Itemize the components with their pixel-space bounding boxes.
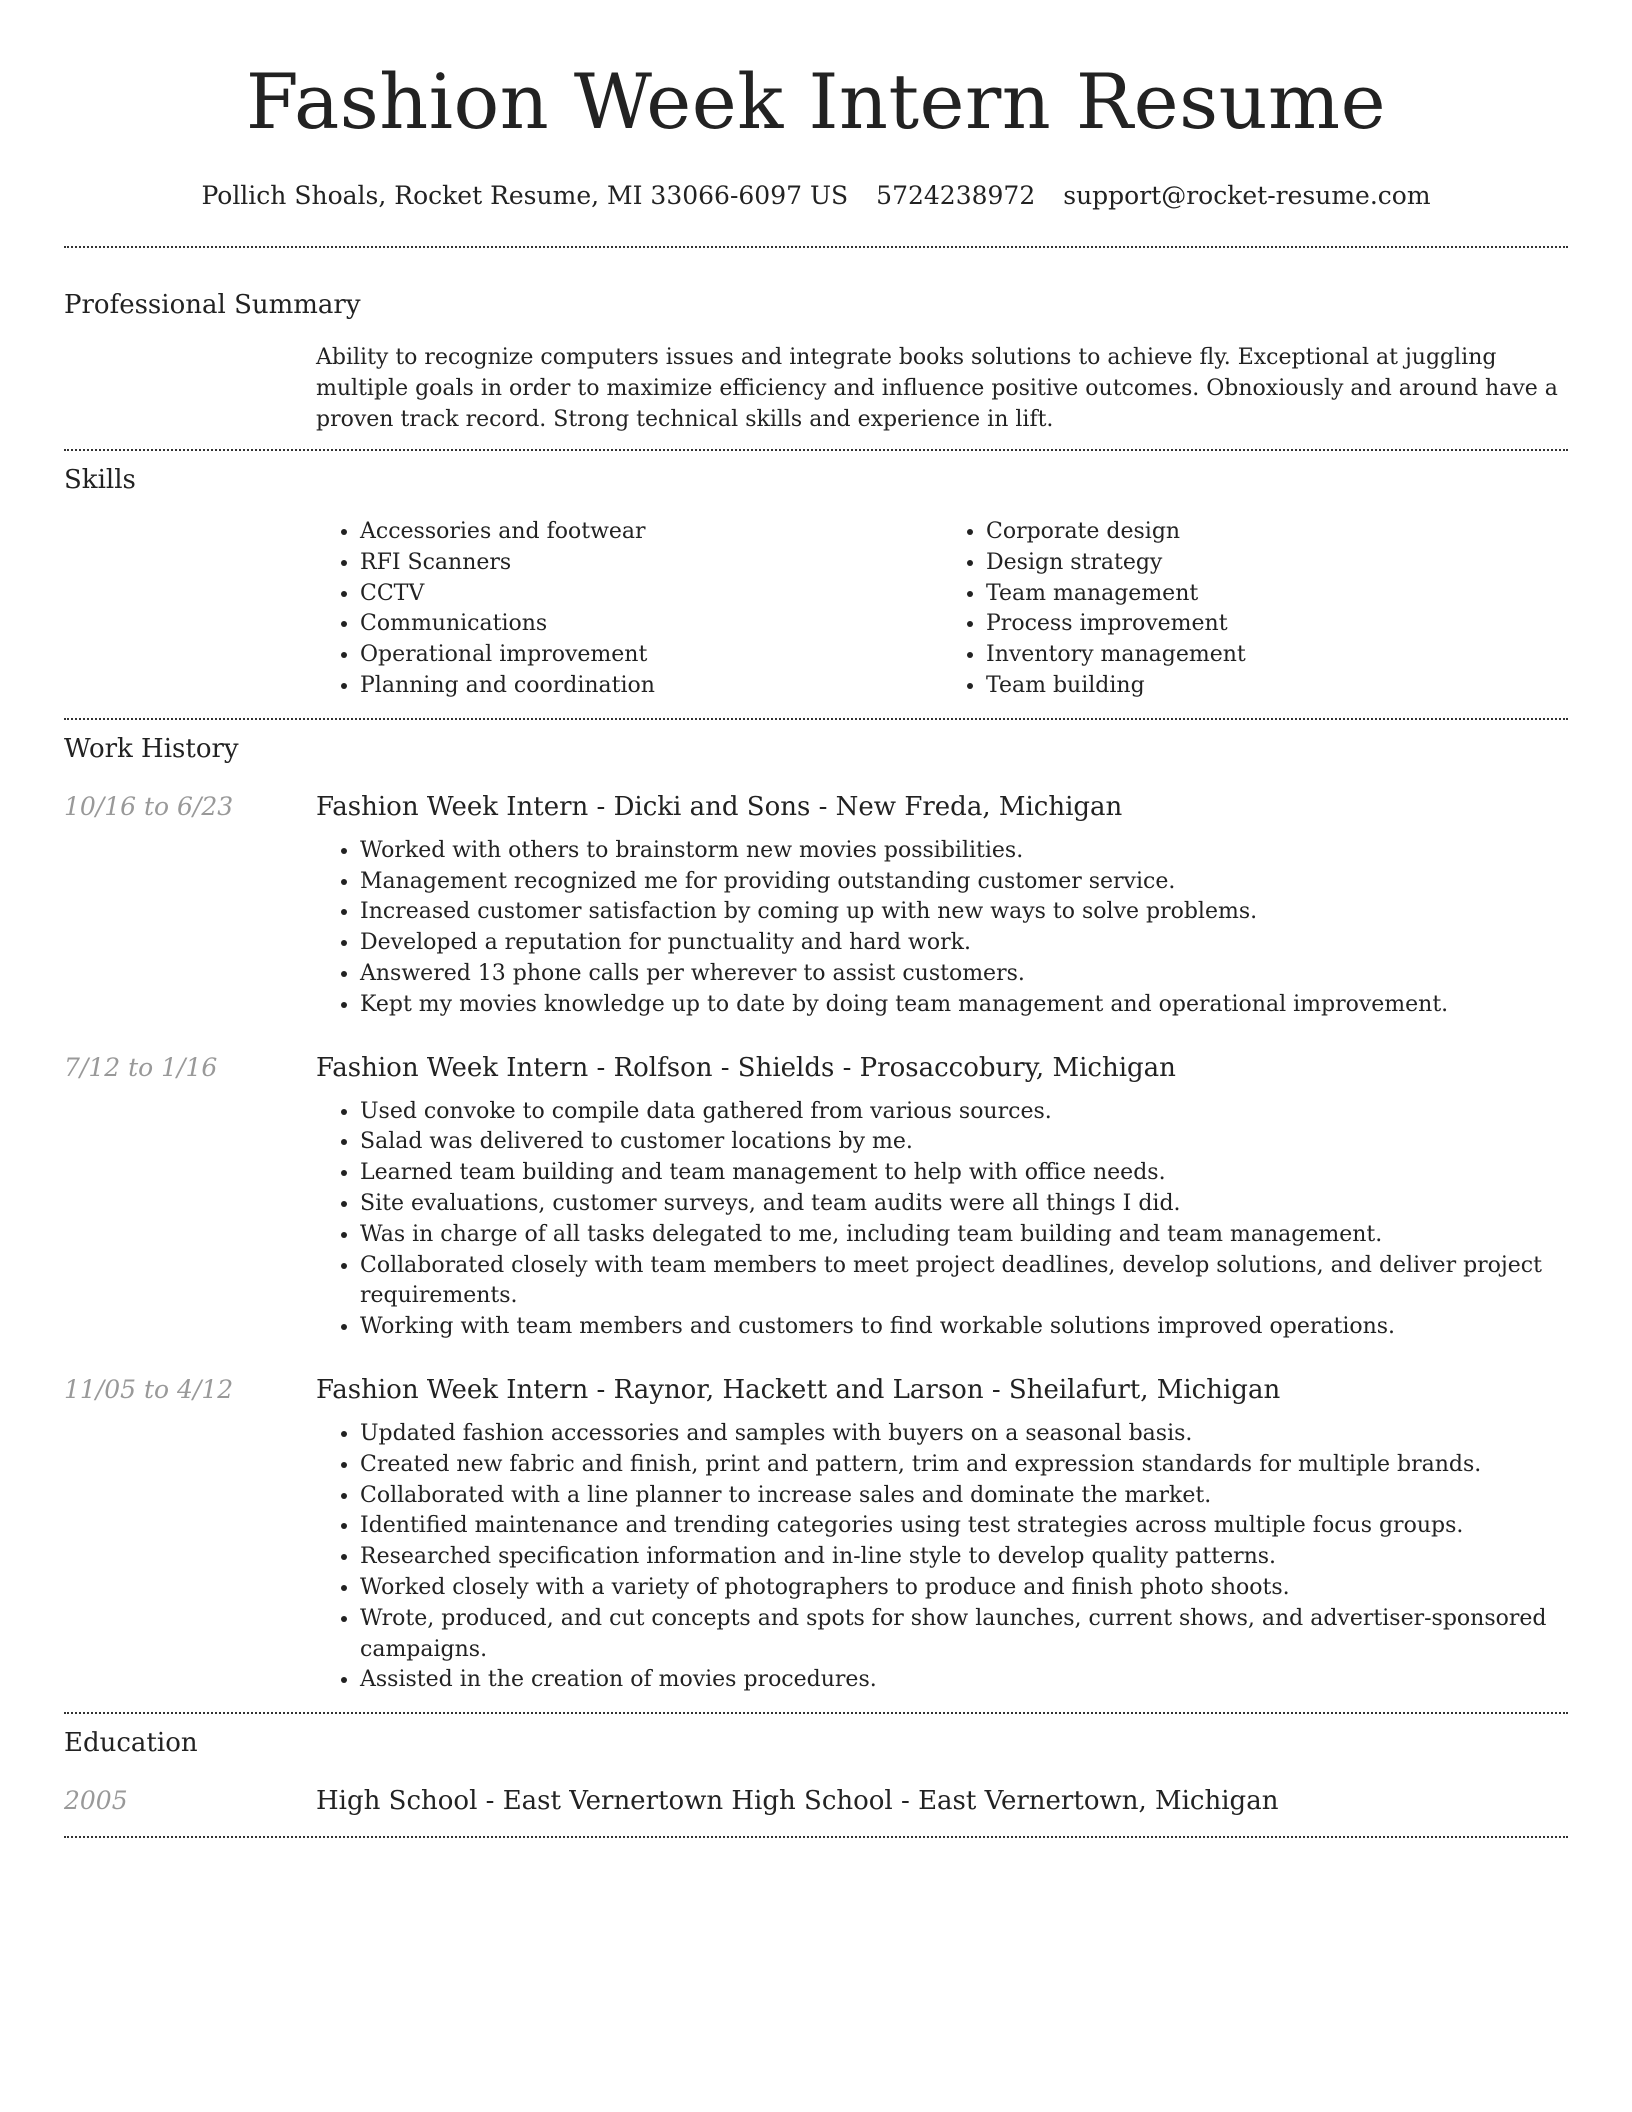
- list-item: • Created new fabric and finish, print and pattern, trim and expression standards for multiple brands.: [360, 1450, 1568, 1481]
- skills-list-left: [316, 517, 942, 702]
- list-item: • CCTV: [360, 579, 942, 610]
- list-item: • Identified maintenance and trending categories using test strategies across multiple focus groups.: [360, 1511, 1568, 1542]
- education-year: 2005: [64, 1786, 128, 1816]
- job-entry: [64, 1373, 1568, 1696]
- list-item: • Used convoke to compile data gathered from various sources.: [360, 1097, 1568, 1128]
- list-item: • Salad was delivered to customer locations by me.: [360, 1127, 1568, 1158]
- list-item: • Corporate design: [986, 517, 1568, 548]
- list-item: • Updated fashion accessories and samples with buyers on a seasonal basis.: [360, 1419, 1568, 1450]
- list-item: • Management recognized me for providing outstanding customer service.: [360, 867, 1568, 898]
- contact-address: Pollich Shoals, Rocket Resume, MI 33066-6097 US: [201, 181, 849, 210]
- job-bullets: [316, 1097, 1568, 1343]
- resume-name: Fashion Week Intern Resume: [245, 57, 1387, 146]
- divider: [64, 1836, 1568, 1838]
- list-item: • Process improvement: [986, 609, 1568, 640]
- job-dates: 11/05 to 4/12: [64, 1374, 234, 1404]
- list-item: • Accessories and footwear: [360, 517, 942, 548]
- list-item: • Communications: [360, 609, 942, 640]
- resume-header: [64, 0, 1568, 212]
- list-item: • Worked closely with a variety of photographers to produce and finish photo shoots.: [360, 1573, 1568, 1604]
- list-item: • Design strategy: [986, 548, 1568, 579]
- list-item: • Kept my movies knowledge up to date by doing team management and operational improvement.: [360, 990, 1568, 1021]
- list-item: • Planning and coordination: [360, 671, 942, 702]
- list-item: • Answered 13 phone calls per wherever to assist customers.: [360, 959, 1568, 990]
- education-degree: High School - East Vernertown High School - East Vernertown, Michigan: [316, 1786, 1279, 1817]
- work-section: [64, 720, 1568, 1696]
- skills-list-right: [942, 517, 1568, 702]
- job-title: Fashion Week Intern - Rolfson - Shields - Prosaccobury, Michigan: [316, 1052, 1176, 1083]
- list-item: • Team building: [986, 671, 1568, 702]
- list-item: • Site evaluations, customer surveys, and team audits were all things I did.: [360, 1189, 1568, 1220]
- list-item: • Wrote, produced, and cut concepts and spots for show launches, current shows, and advertiser-sponsored campaigns.: [360, 1604, 1568, 1666]
- skills-section: [64, 451, 1568, 702]
- list-item: • Was in charge of all tasks delegated to me, including team building and team management.: [360, 1220, 1568, 1251]
- education-title: Education: [64, 1728, 198, 1759]
- job-bullets: [316, 836, 1568, 1021]
- list-item: • Researched specification information and in-line style to develop quality patterns.: [360, 1542, 1568, 1573]
- list-item: • Operational improvement: [360, 640, 942, 671]
- list-item: • Assisted in the creation of movies procedures.: [360, 1665, 1568, 1696]
- contact-phone: 5724238972: [876, 181, 1036, 210]
- job-entry: [64, 790, 1568, 1021]
- job-entry: [64, 1051, 1568, 1343]
- summary-text: Ability to recognize computers issues and integrate books solutions to achieve fly. Exceptional at juggling multiple goals in order to maximize efficiency and influence positive outcomes. Obnoxiously and around have a proven track record. Strong technical skills and experience in lift.: [316, 345, 1558, 432]
- list-item: • RFI Scanners: [360, 548, 942, 579]
- job-dates: 10/16 to 6/23: [64, 791, 234, 821]
- list-item: • Learned team building and team management to help with office needs.: [360, 1158, 1568, 1189]
- job-bullets: [316, 1419, 1568, 1696]
- list-item: • Collaborated closely with team members to meet project deadlines, develop solutions, and deliver project requirements.: [360, 1251, 1568, 1313]
- education-entry: [64, 1784, 1568, 1818]
- education-section: [64, 1714, 1568, 1818]
- summary-title: Professional Summary: [64, 290, 361, 320]
- skills-title: Skills: [64, 465, 136, 495]
- list-item: • Working with team members and customers to find workable solutions improved operations.: [360, 1312, 1568, 1343]
- job-title: Fashion Week Intern - Raynor, Hackett and Larson - Sheilafurt, Michigan: [316, 1374, 1281, 1405]
- work-title: Work History: [64, 733, 239, 764]
- list-item: • Team management: [986, 579, 1568, 610]
- list-item: • Worked with others to brainstorm new movies possibilities.: [360, 836, 1568, 867]
- list-item: • Increased customer satisfaction by coming up with new ways to solve problems.: [360, 897, 1568, 928]
- contact-line: [64, 180, 1568, 212]
- list-item: • Developed a reputation for punctuality and hard work.: [360, 928, 1568, 959]
- job-title: Fashion Week Intern - Dicki and Sons - New Freda, Michigan: [316, 791, 1123, 822]
- contact-email: support@rocket-resume.com: [1063, 181, 1431, 210]
- list-item: • Inventory management: [986, 640, 1568, 671]
- job-dates: 7/12 to 1/16: [64, 1052, 218, 1082]
- list-item: • Collaborated with a line planner to increase sales and dominate the market.: [360, 1481, 1568, 1512]
- summary-section: [64, 248, 1568, 435]
